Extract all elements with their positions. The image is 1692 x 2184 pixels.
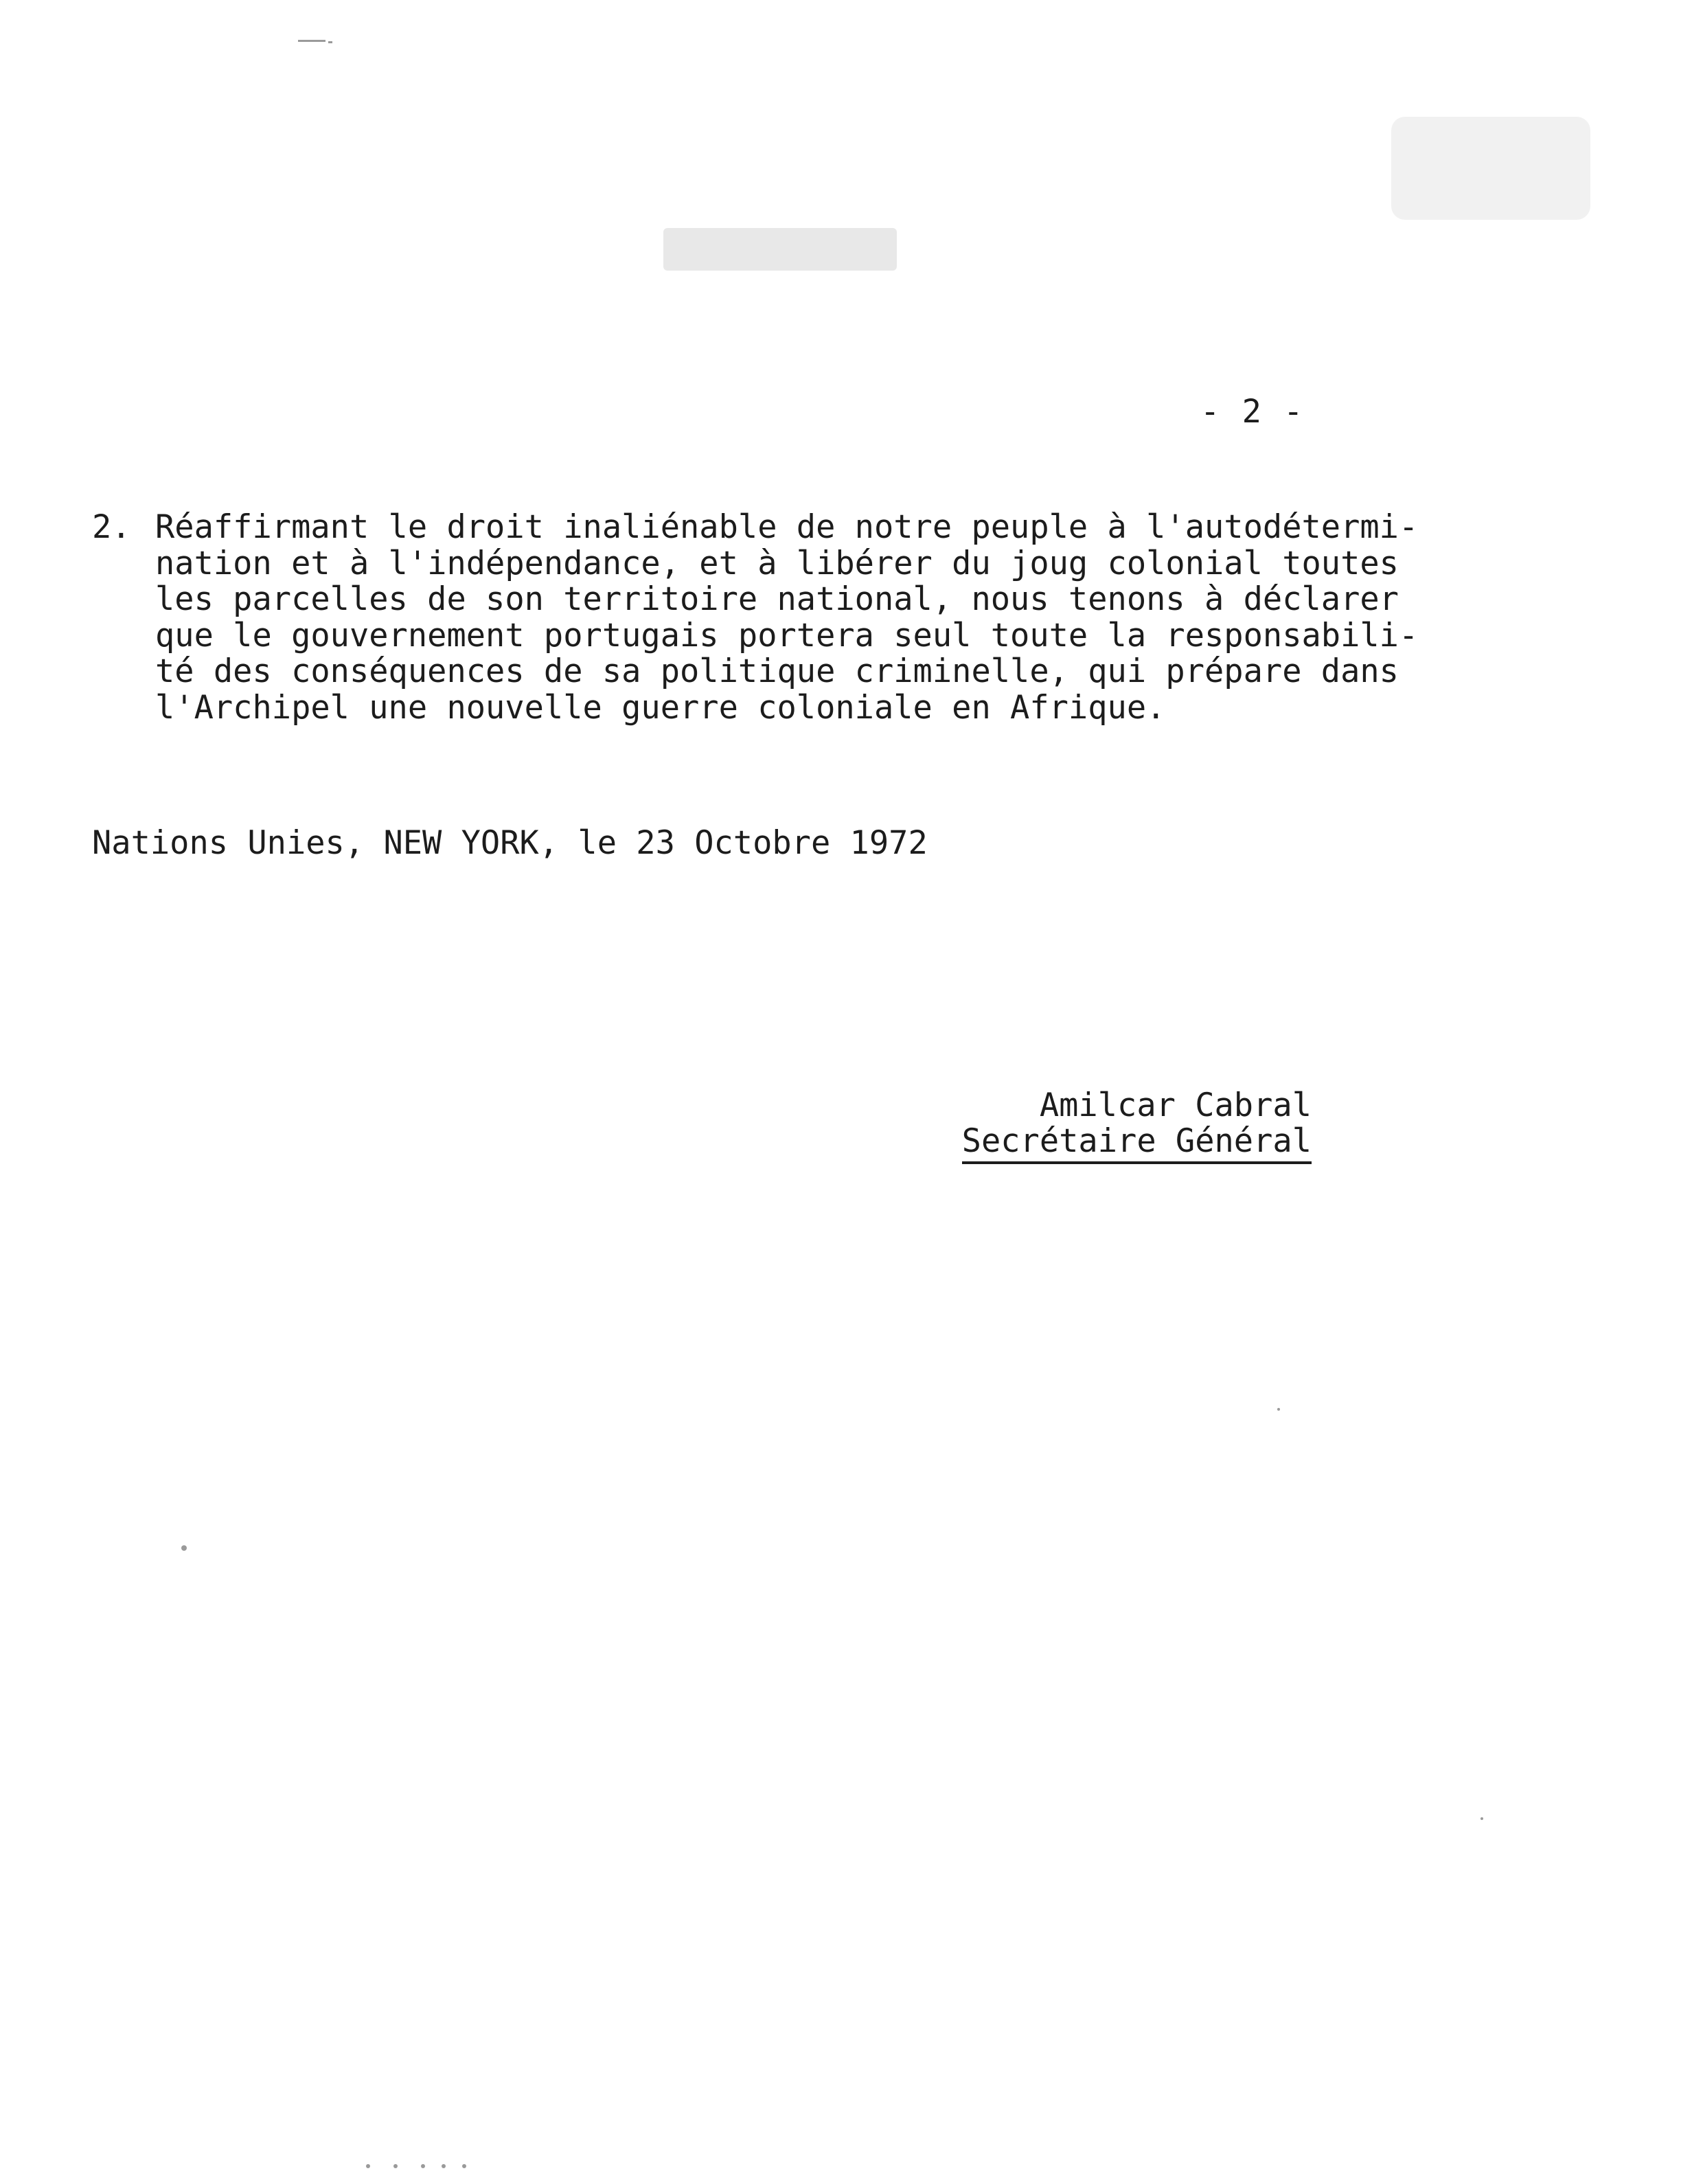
faint-stamp bbox=[1391, 117, 1590, 220]
scan-speck bbox=[328, 41, 332, 43]
scan-speck bbox=[181, 1545, 187, 1551]
paragraph-line: Réaffirmant le droit inaliénable de notre peuple à l'autodétermi- bbox=[155, 508, 1419, 546]
paragraph-line: nation et à l'indépendance, et à libérer du joug colonial toutes bbox=[155, 544, 1399, 582]
page-number: - 2 - bbox=[1200, 393, 1305, 431]
paragraph-number: 2. bbox=[92, 508, 131, 546]
scan-speck bbox=[298, 40, 325, 42]
scan-speck bbox=[442, 2164, 446, 2168]
paragraph-line: les parcelles de son territoire national, nous tenons à déclarer bbox=[155, 580, 1399, 618]
dateline: Nations Unies, NEW YORK, le 23 Octobre 1972 bbox=[92, 824, 928, 862]
paragraph-line: l'Archipel une nouvelle guerre coloniale en Afrique. bbox=[155, 688, 1166, 727]
scan-speck bbox=[462, 2164, 466, 2168]
faint-stamp bbox=[663, 228, 897, 271]
paragraph-line: que le gouvernement portugais portera seul toute la responsabili- bbox=[155, 616, 1419, 655]
paragraph-line: té des conséquences de sa politique criminelle, qui prépare dans bbox=[155, 652, 1399, 690]
scan-speck bbox=[366, 2164, 370, 2168]
scan-speck bbox=[421, 2164, 425, 2168]
scan-speck bbox=[1277, 1408, 1280, 1411]
signatory-name: Amilcar Cabral bbox=[1039, 1087, 1312, 1124]
signatory-title: Secrétaire Général bbox=[962, 1122, 1312, 1164]
scan-speck bbox=[393, 2164, 398, 2168]
scan-speck bbox=[1480, 1817, 1483, 1820]
paragraph-text bbox=[155, 510, 1418, 726]
